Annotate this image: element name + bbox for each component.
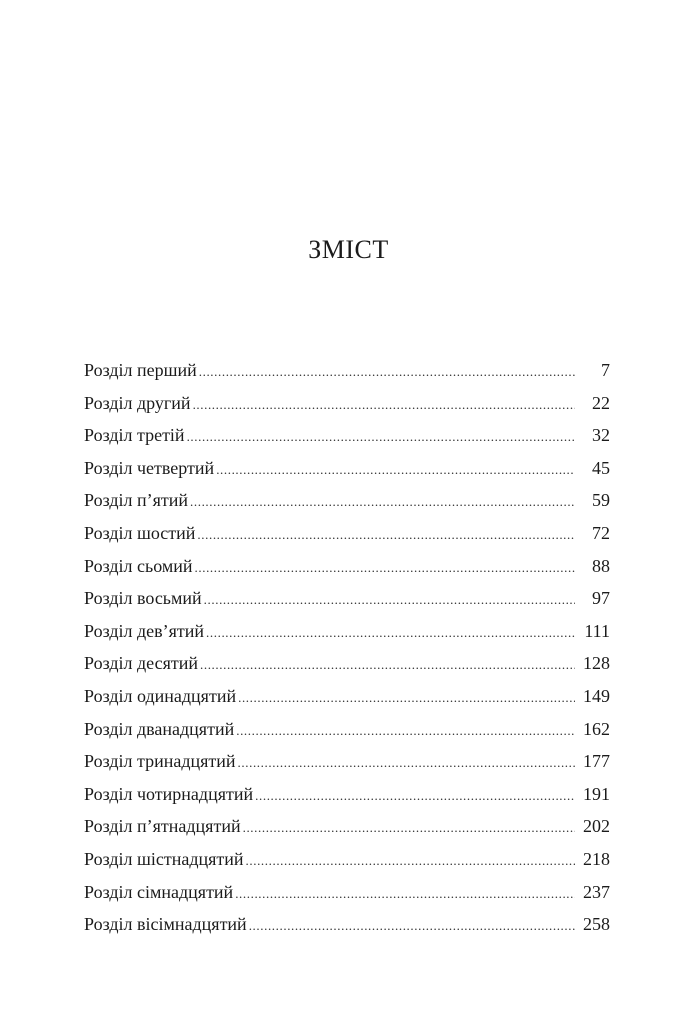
toc-entry (84, 582, 610, 615)
toc-entry (84, 452, 610, 485)
toc-entry-label: Розділ третій (84, 425, 185, 446)
toc-leader-dots (238, 682, 575, 715)
toc-entry (84, 778, 610, 811)
toc-leader-dots (246, 845, 575, 878)
toc-leader-dots (199, 356, 575, 389)
toc-leader-dots (190, 486, 575, 519)
toc-entry (84, 713, 610, 746)
toc-leader-dots (236, 715, 575, 748)
toc-leader-dots (216, 454, 575, 487)
toc-leader-dots (238, 747, 575, 780)
toc-entry-page: 32 (592, 425, 610, 446)
toc-entry-label: Розділ восьмий (84, 588, 202, 609)
toc-entry (84, 419, 610, 452)
toc-entry-page: 218 (583, 848, 610, 869)
toc-entry-page: 128 (583, 653, 610, 674)
toc-entry-page: 191 (583, 783, 610, 804)
toc-entry-label: Розділ шістнадцятий (84, 848, 244, 869)
toc-entry-label: Розділ дев’ятий (84, 620, 205, 641)
toc-entry (84, 354, 610, 387)
toc-entry-page: 162 (583, 718, 610, 739)
toc-entry-page: 177 (583, 751, 610, 772)
toc-entry-label: Розділ четвертий (84, 457, 215, 478)
toc-leader-dots (235, 878, 575, 911)
toc-entry-label: Розділ сьомий (84, 555, 193, 576)
toc-entry (84, 745, 610, 778)
toc-leader-dots (249, 910, 575, 943)
toc-entry-page: 7 (601, 360, 610, 380)
toc-entry (84, 810, 610, 843)
toc-entry-page: 22 (592, 392, 610, 413)
toc-leader-dots (193, 389, 575, 422)
toc-entry (84, 615, 610, 648)
toc-entry-label: Розділ п’ятнадцятий (84, 816, 241, 837)
toc-entry (84, 647, 610, 680)
toc-entry-page: 149 (583, 685, 610, 706)
toc-entry-label: Розділ дванадцятий (84, 718, 235, 739)
toc-leader-dots (197, 519, 575, 552)
toc-entry-label: Розділ чотирнадцятий (84, 783, 254, 804)
toc-entry (84, 387, 610, 420)
toc-entry-page: 72 (592, 522, 610, 543)
toc-entry-label: Розділ одинадцятий (84, 685, 237, 706)
toc-leader-dots (255, 780, 575, 813)
toc-entry-label: Розділ сімнадцятий (84, 881, 234, 902)
toc-entry-label: Розділ перший (84, 360, 197, 380)
toc-entry-label: Розділ шостий (84, 522, 196, 543)
toc-entry-label: Розділ другий (84, 392, 191, 413)
toc-entry-page: 59 (592, 490, 610, 511)
toc-entry-page: 237 (583, 881, 610, 902)
toc-leader-dots (195, 552, 575, 585)
toc-entry-page: 202 (583, 816, 610, 837)
toc-entry (84, 908, 610, 941)
toc-leader-dots (206, 617, 575, 650)
toc-entry (84, 484, 610, 517)
toc-leader-dots (200, 649, 575, 682)
toc-leader-dots (187, 421, 575, 454)
toc-entry (84, 550, 610, 583)
toc-leader-dots (243, 812, 575, 845)
toc-entry-label: Розділ п’ятий (84, 490, 189, 511)
toc-entry-page: 88 (592, 555, 610, 576)
toc-entry-page: 45 (592, 457, 610, 478)
toc-entry (84, 876, 610, 909)
toc-leader-dots (204, 584, 575, 617)
toc-entry-label: Розділ вісімнадцятий (84, 914, 247, 935)
toc-title: ЗМІСТ (308, 235, 389, 264)
toc-entry-page: 258 (583, 914, 610, 935)
toc-entry-page: 111 (584, 620, 610, 641)
toc-entry (84, 843, 610, 876)
toc-entry (84, 680, 610, 713)
toc-entry-label: Розділ тринадцятий (84, 751, 236, 772)
toc-list (84, 354, 610, 941)
toc-entry (84, 517, 610, 550)
toc-entry-page: 97 (592, 588, 610, 609)
toc-entry-label: Розділ десятий (84, 653, 198, 674)
